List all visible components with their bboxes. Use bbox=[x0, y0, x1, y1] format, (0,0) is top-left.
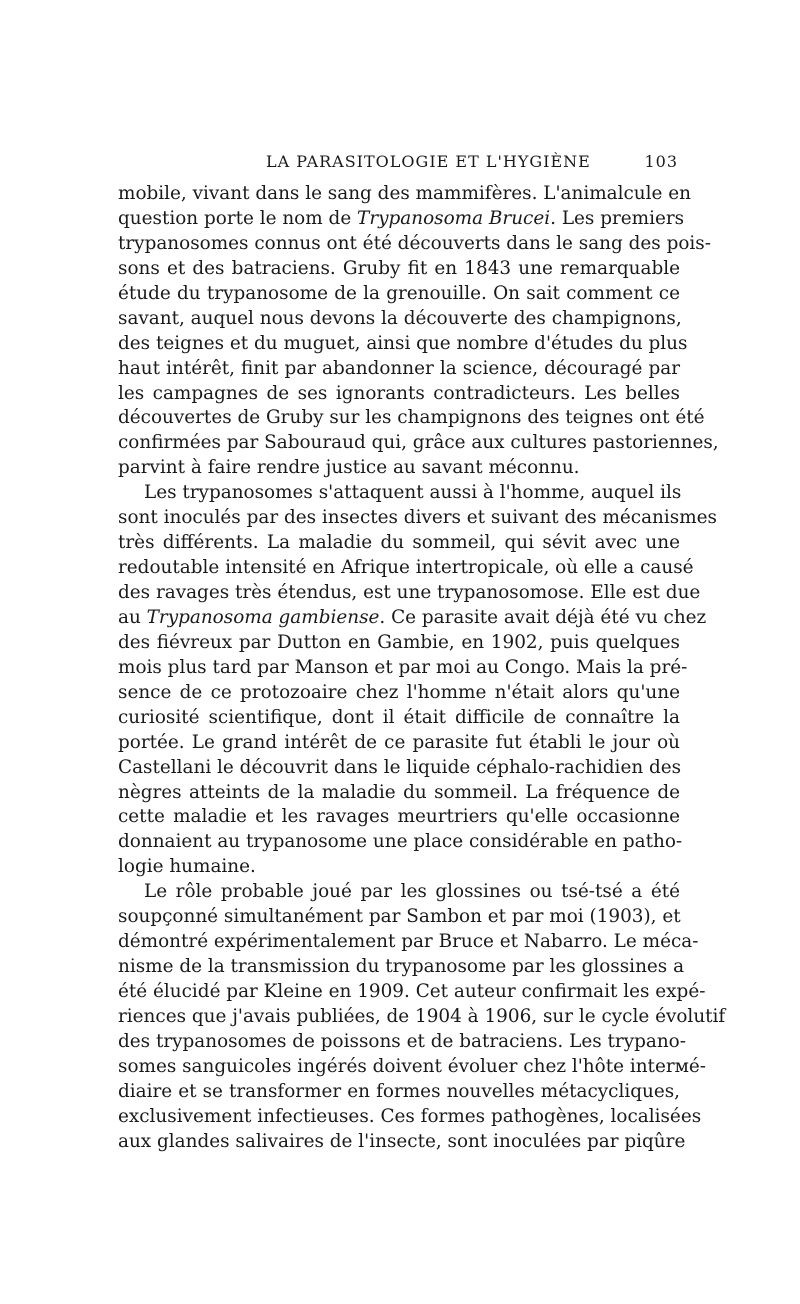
text-line: haut intérêt, finit par abandonner la science, découragé par bbox=[118, 357, 680, 379]
text-line: mois plus tard par Manson et par moi au Congo. Mais la pré- bbox=[118, 656, 688, 678]
text-line: nisme de la transmission du trypanosome par les glossines a bbox=[118, 956, 685, 978]
text-line: portée. Le grand intérêt de ce parasite fut établi le jour où bbox=[118, 731, 680, 753]
text-line: sence de ce protozoaire chez l'homme n'était alors qu'une bbox=[118, 681, 680, 703]
species-name: Trypanosoma Brucei bbox=[357, 207, 551, 229]
running-header bbox=[118, 152, 678, 176]
text-line: des fiévreux par Dutton en Gambie, en 1902, puis quelques bbox=[118, 631, 680, 653]
text-line: des ravages très étendus, est une trypanosomose. Elle est due bbox=[118, 582, 701, 603]
text-line: été élucidé par Kleine en 1909. Cet auteur confirmait les expé- bbox=[118, 981, 706, 1002]
text-line: découvertes de Gruby sur les champignons des teignes ont été bbox=[118, 407, 705, 429]
running-title: LA PARASITOLOGIE ET L'HYGIÈNE bbox=[266, 152, 591, 171]
text-line: au Trypanosoma gambiense. Ce parasite avait déjà été vu chez bbox=[118, 606, 707, 628]
text-line: question porte le nom de Trypanosoma Brucei. Les premiers bbox=[118, 207, 685, 229]
text-line: diaire et se transformer en formes nouvelles métacycliques, bbox=[118, 1080, 680, 1102]
text-line: cette maladie et les ravages meurtriers qu'elle occasionne bbox=[118, 806, 680, 828]
text-line: Les trypanosomes s'attaquent aussi à l'homme, auquel ils bbox=[144, 482, 682, 504]
text-line: savant, auquel nous devons la découverte des champignons, bbox=[118, 307, 682, 329]
text-line: trypanosomes connus ont été découverts dans le sang des pois- bbox=[118, 232, 711, 254]
text-line: logie humaine. bbox=[118, 856, 256, 878]
text-line: sons et des batraciens. Gruby fit en 1843 une remarquable bbox=[118, 257, 680, 279]
text-line: donnaient au trypanosome une place considérable en patho- bbox=[118, 831, 683, 853]
text-line: très différents. La maladie du sommeil, qui sévit avec une bbox=[118, 532, 680, 554]
page-number: 103 bbox=[644, 152, 678, 171]
text-line: étude du trypanosome de la grenouille. On sait comment ce bbox=[118, 282, 680, 304]
text-line: des teignes et du muguet, ainsi que nombre d'études du plus bbox=[118, 332, 688, 354]
text-line: soupçonné simultanément par Sambon et par moi (1903), et bbox=[118, 906, 681, 928]
text-line: confirmées par Sabouraud qui, grâce aux cultures pastoriennes, bbox=[118, 432, 719, 454]
text-line: nègres atteints de la maladie du sommeil. La fréquence de bbox=[118, 781, 680, 803]
text-line: exclusivement infectieuses. Ces formes pathogènes, localisées bbox=[118, 1105, 702, 1127]
text-line: démontré expérimentalement par Bruce et Nabarro. Le méca- bbox=[118, 931, 699, 953]
text-line: curiosité scientifique, dont il était difficile de connaître la bbox=[118, 706, 680, 728]
body-text bbox=[118, 182, 726, 1155]
text-line: Castellani le découvrit dans le liquide céphalo-rachidien des bbox=[118, 756, 682, 778]
text-line: riences que j'avais publiées, de 1904 à 1906, sur le cycle évolutif bbox=[118, 1005, 726, 1027]
text-line: somes sanguicoles ingérés doivent évoluer chez l'hôte interмé- bbox=[118, 1055, 707, 1077]
text-line: aux glandes salivaires de l'insecte, sont inoculées par piqûre bbox=[118, 1130, 686, 1152]
text-line: Le rôle probable joué par les glossines ou tsé-tsé a été bbox=[144, 881, 680, 903]
text-line: sont inoculés par des insectes divers et suivant des mécanismes bbox=[118, 507, 717, 529]
text-line: les campagnes de ses ignorants contradicteurs. Les belles bbox=[118, 382, 680, 404]
species-name: Trypanosoma gambiense bbox=[146, 606, 380, 628]
text-line: redoutable intensité en Afrique intertropicale, où elle a causé bbox=[118, 557, 694, 579]
text-line: mobile, vivant dans le sang des mammifères. L'animalcule en bbox=[118, 183, 691, 204]
text-line: des trypanosomes de poissons et de batraciens. Les trypano- bbox=[118, 1030, 686, 1052]
text-line: parvint à faire rendre justice au savant méconnu. bbox=[118, 457, 580, 479]
